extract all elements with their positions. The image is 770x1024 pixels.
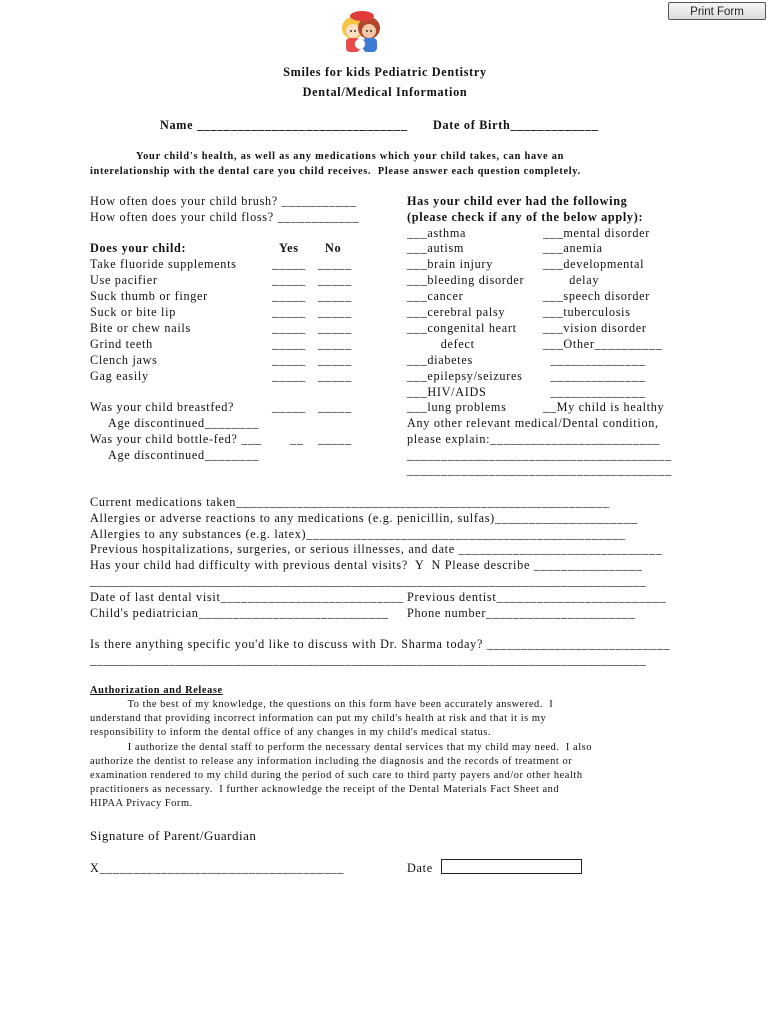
yes-blank[interactable]: _____	[272, 305, 306, 319]
floss-question[interactable]: How often does your child floss? ____________	[90, 210, 360, 224]
no-blank[interactable]: _____	[318, 353, 352, 367]
date-input[interactable]	[441, 859, 582, 874]
age-discontinued-breast[interactable]: Age discontinued________	[108, 416, 260, 430]
authorization-text: I authorize the dental staff to perform the necessary dental services that my child may need. I also	[90, 742, 592, 753]
authorization-heading: Authorization and Release	[90, 685, 223, 696]
practice-name: Smiles for kids Pediatric Dentistry	[283, 65, 487, 79]
condition-item[interactable]: ___cancer	[407, 289, 464, 303]
phone-number-field[interactable]: Phone number______________________	[407, 606, 636, 620]
habit-item: Grind teeth	[90, 337, 153, 351]
yes-column-header: Yes	[279, 241, 299, 255]
condition-item[interactable]: ___brain injury	[407, 257, 493, 271]
other-blank-line[interactable]: ______________	[543, 385, 646, 399]
relevant-condition-label: Any other relevant medical/Dental condition,	[407, 416, 659, 430]
bottlefed-no-blank[interactable]: _____	[318, 432, 352, 446]
habit-item: Clench jaws	[90, 353, 158, 367]
condition-item[interactable]: ___autism	[407, 241, 465, 255]
breastfed-no-blank[interactable]: _____	[318, 400, 352, 414]
authorization-text: authorize the dentist to release any information including the diagnosis and the records of treatment or	[90, 756, 573, 767]
yes-blank[interactable]: _____	[272, 273, 306, 287]
last-visit-field[interactable]: Date of last dental visit___________________________	[90, 590, 404, 604]
condition-item[interactable]: ___vision disorder	[543, 321, 647, 335]
condition-item[interactable]: ___epilepsy/seizures	[407, 369, 523, 383]
condition-item[interactable]: ___diabetes	[407, 353, 473, 367]
explain-line[interactable]: _______________________________________	[407, 463, 672, 477]
yes-blank[interactable]: _____	[272, 289, 306, 303]
signature-line[interactable]: X____________________________________	[90, 861, 345, 875]
blank-line[interactable]: _____________________________________________________________________________________	[90, 574, 647, 588]
breastfed-question: Was your child breastfed?	[90, 400, 235, 414]
form-subtitle: Dental/Medical Information	[302, 85, 468, 99]
no-blank[interactable]: _____	[318, 257, 352, 271]
condition-item: delay	[543, 273, 600, 287]
medication-allergies-field[interactable]: Allergies or adverse reactions to any medications (e.g. penicillin, sulfas)_____________________	[90, 511, 638, 525]
bottlefed-question[interactable]: Was your child bottle-fed? ___	[90, 432, 262, 446]
date-label: Date	[407, 861, 433, 875]
authorization-text: responsibility to inform the dental office of any changes in my child's medical status.	[90, 727, 491, 738]
intro-line-1: Your child's health, as well as any medications which your child takes, can have an	[136, 151, 565, 162]
habit-item: Use pacifier	[90, 273, 158, 287]
previous-dentist-field[interactable]: Previous dentist_________________________	[407, 590, 667, 604]
condition-item[interactable]: ___HIV/AIDS	[407, 385, 487, 399]
other-blank-line[interactable]: ______________	[543, 353, 646, 367]
no-blank[interactable]: _____	[318, 305, 352, 319]
signature-label: Signature of Parent/Guardian	[90, 828, 257, 843]
habit-item: Bite or chew nails	[90, 321, 191, 335]
authorization-text: understand that providing incorrect information can put my child's health at risk and that it is my	[90, 713, 547, 724]
habit-item: Suck or bite lip	[90, 305, 177, 319]
no-blank[interactable]: _____	[318, 273, 352, 287]
does-child-heading: Does your child:	[90, 241, 187, 255]
substance-allergies-field[interactable]: Allergies to any substances (e.g. latex)_______________________________________________	[90, 527, 626, 541]
brush-question[interactable]: How often does your child brush? ___________	[90, 194, 357, 208]
habit-item: Gag easily	[90, 369, 149, 383]
breastfed-yes-blank[interactable]: _____	[272, 400, 306, 414]
kids-logo-image	[336, 10, 388, 56]
current-medications-field[interactable]: Current medications taken_______________________________________________________	[90, 495, 610, 509]
yes-blank[interactable]: _____	[272, 369, 306, 383]
yes-blank[interactable]: _____	[272, 353, 306, 367]
intro-line-2: interelationship with the dental care you child receives. Please answer each question completely.	[90, 166, 581, 177]
bottlefed-mid-blank[interactable]: __	[290, 432, 304, 446]
condition-item[interactable]: ___Other__________	[543, 337, 663, 351]
condition-item[interactable]: ___developmental	[543, 257, 645, 271]
no-column-header: No	[325, 241, 342, 255]
other-blank-line[interactable]: ______________	[543, 369, 646, 383]
condition-item[interactable]: ___cerebral palsy	[407, 305, 506, 319]
conditions-heading: Has your child ever had the following	[407, 194, 628, 208]
dental-difficulty-field[interactable]: Has your child had difficulty with previous dental visits? Y N Please describe ________________	[90, 558, 643, 572]
age-discontinued-bottle[interactable]: Age discontinued________	[108, 448, 260, 462]
hospitalizations-field[interactable]: Previous hospitalizations, surgeries, or serious illnesses, and date ______________________________	[90, 542, 663, 556]
healthy-item[interactable]: __My child is healthy	[543, 400, 665, 414]
no-blank[interactable]: _____	[318, 321, 352, 335]
no-blank[interactable]: _____	[318, 289, 352, 303]
explain-line[interactable]: _______________________________________	[407, 448, 672, 462]
authorization-text: HIPAA Privacy Form.	[90, 798, 193, 809]
no-blank[interactable]: _____	[318, 337, 352, 351]
habit-item: Take fluoride supplements	[90, 257, 237, 271]
yes-blank[interactable]: _____	[272, 337, 306, 351]
condition-item[interactable]: ___bleeding disorder	[407, 273, 525, 287]
habit-item: Suck thumb or finger	[90, 289, 208, 303]
authorization-text: To the best of my knowledge, the questions on this form have been accurately answered. I	[90, 699, 554, 710]
authorization-text: practitioners as necessary. I further acknowledge the receipt of the Dental Materials Fact Sheet and	[90, 784, 560, 795]
name-field[interactable]: Name _______________________________	[160, 118, 408, 132]
dob-field[interactable]: Date of Birth_____________	[433, 118, 599, 132]
condition-item: defect	[407, 337, 475, 351]
condition-item[interactable]: ___lung problems	[407, 400, 507, 414]
discuss-question[interactable]: Is there anything specific you'd like to discuss with Dr. Sharma today? ___________________________	[90, 637, 671, 651]
authorization-text: examination rendered to my child during the period of such care to third party payers and/or other health	[90, 770, 583, 781]
conditions-subheading: (please check if any of the below apply):	[407, 210, 644, 224]
condition-item[interactable]: ___speech disorder	[543, 289, 651, 303]
yes-blank[interactable]: _____	[272, 257, 306, 271]
condition-item[interactable]: ___anemia	[543, 241, 603, 255]
condition-item[interactable]: ___mental disorder	[543, 226, 651, 240]
explain-field[interactable]: please explain:_________________________	[407, 432, 661, 446]
condition-item[interactable]: ___congenital heart	[407, 321, 517, 335]
pediatrician-field[interactable]: Child's pediatrician____________________________	[90, 606, 389, 620]
condition-item[interactable]: ___asthma	[407, 226, 467, 240]
yes-blank[interactable]: _____	[272, 321, 306, 335]
condition-item[interactable]: ___tuberculosis	[543, 305, 631, 319]
discuss-line[interactable]: _____________________________________________________________________________________	[90, 653, 647, 667]
no-blank[interactable]: _____	[318, 369, 352, 383]
print-form-button[interactable]: Print Form	[668, 2, 766, 20]
